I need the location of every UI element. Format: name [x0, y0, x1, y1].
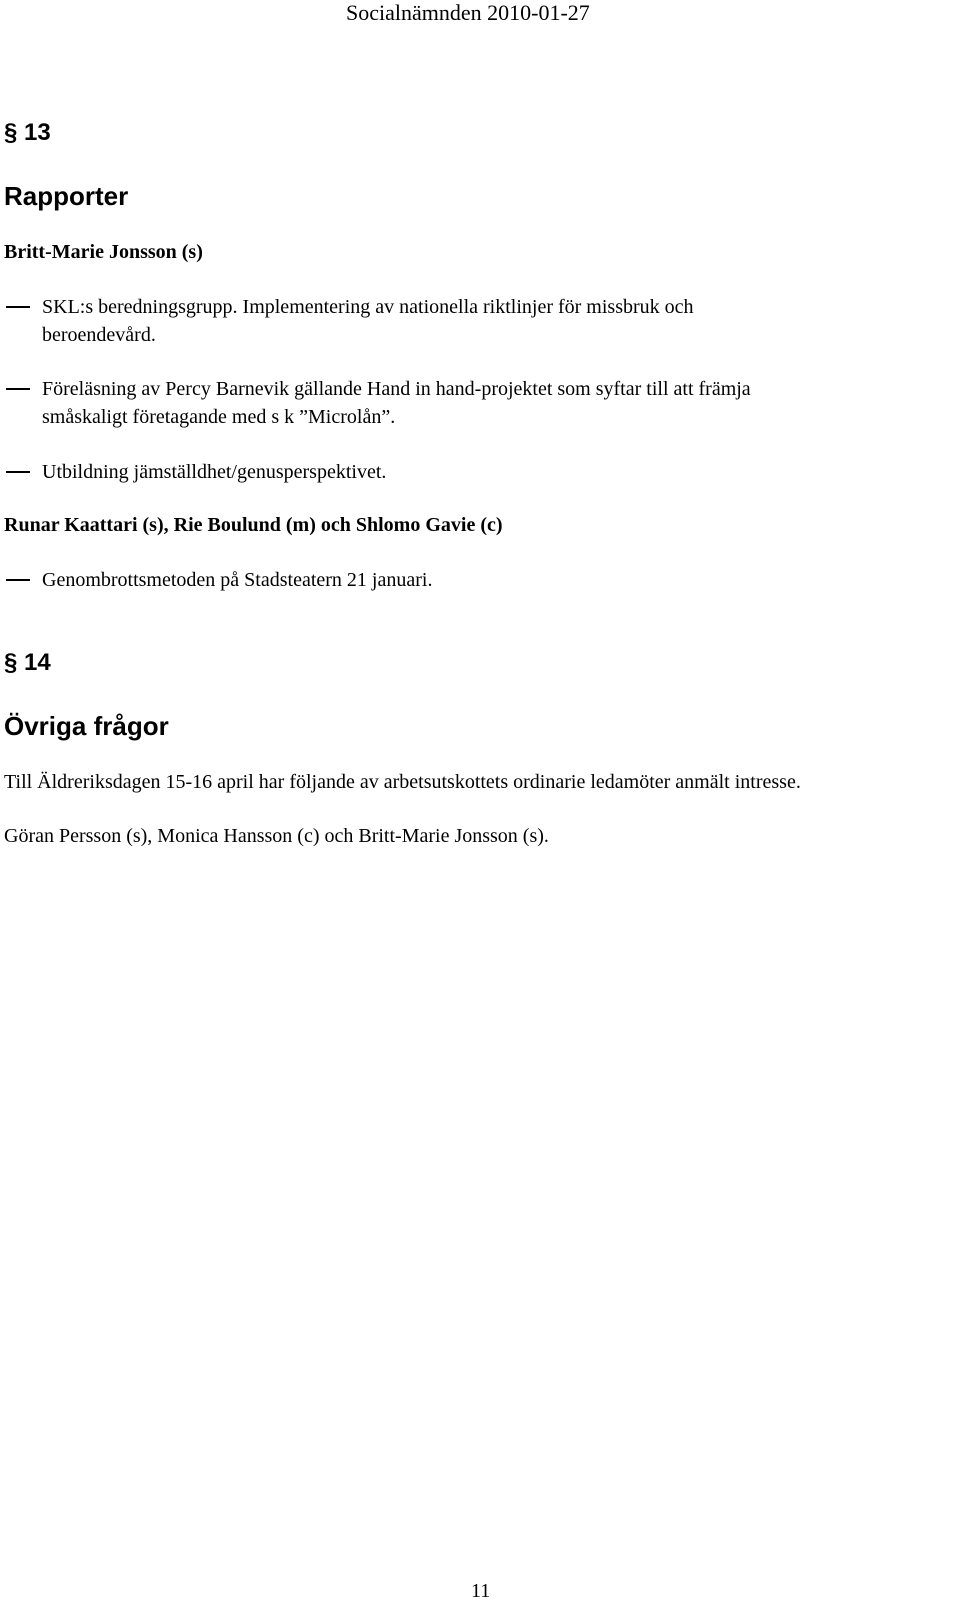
dash-bullet	[6, 471, 30, 473]
list-item-line: Föreläsning av Percy Barnevik gällande Hand in hand-projektet som syftar till att främja	[42, 378, 751, 400]
paragraph-number: § 14	[4, 649, 51, 676]
list-item-line: Genombrottsmetoden på Stadsteatern 21 januari.	[42, 569, 433, 591]
dash-bullet	[6, 388, 30, 390]
reporter-name: Britt-Marie Jonsson (s)	[4, 241, 203, 263]
list-item-line: SKL:s beredningsgrupp. Implementering av nationella riktlinjer för missbruk och	[42, 296, 694, 318]
list-item-text	[42, 375, 751, 431]
dash-bullet	[6, 579, 30, 581]
list-item-line: beroendevård.	[42, 324, 156, 346]
body-paragraph: Göran Persson (s), Monica Hansson (c) och Britt-Marie Jonsson (s).	[4, 825, 549, 847]
reporter-names: Runar Kaattari (s), Rie Boulund (m) och Shlomo Gavie (c)	[4, 514, 503, 536]
section-title: Rapporter	[4, 181, 129, 211]
list-item-text	[42, 566, 432, 594]
body-paragraph: Till Äldreriksdagen 15-16 april har följande av arbetsutskottets ordinarie ledamöter anmält intresse.	[4, 771, 801, 793]
dash-bullet	[6, 306, 30, 308]
page-number: 11	[471, 1580, 491, 1602]
paragraph-number: § 13	[4, 119, 51, 146]
list-item-text	[42, 458, 386, 486]
section-title: Övriga frågor	[4, 711, 169, 741]
page-header: Socialnämnden 2010-01-27	[346, 0, 590, 25]
list-item-text	[42, 293, 694, 349]
list-item-line: småskaligt företagande med s k ”Microlån”.	[42, 406, 396, 428]
list-item-line: Utbildning jämställdhet/genusperspektivet.	[42, 461, 387, 483]
